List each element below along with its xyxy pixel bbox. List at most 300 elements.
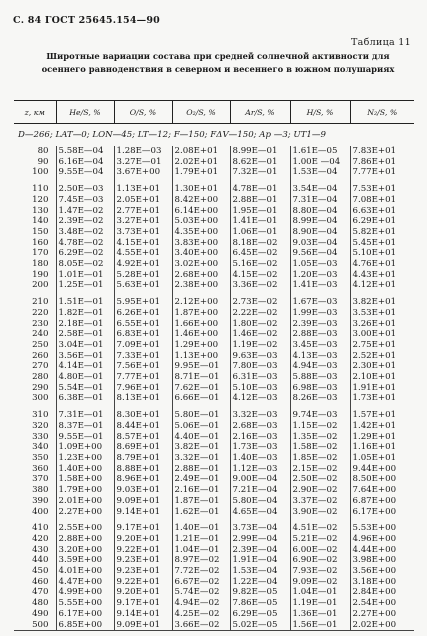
cell-o2: 1.40E—01 xyxy=(172,523,230,534)
table-row xyxy=(14,410,414,421)
cell-n2: 3.98E+00 xyxy=(350,555,414,566)
cell-he: 2.39E—02 xyxy=(56,216,114,227)
cell-altitude: 470 xyxy=(32,587,49,598)
cell-ar: 1.80E—02 xyxy=(230,319,290,330)
conditions-text: D—266; LAT—0; LON—45; LT—12; F—150; FΔV—150; Ap —3; UT1—9 xyxy=(18,129,326,140)
cell-h: 7.31E—04 xyxy=(290,195,350,206)
cell-h: 8.99E—04 xyxy=(290,216,350,227)
table-row xyxy=(14,393,414,404)
cell-h: 1.67E—03 xyxy=(290,297,350,308)
cell-he: 5.58E—04 xyxy=(56,146,114,157)
cell-h: 1.05E—03 xyxy=(290,259,350,270)
cell-altitude: 250 xyxy=(32,339,49,350)
cell-n2: 5.45E+01 xyxy=(350,238,414,249)
cell-n2: 3.82E+01 xyxy=(350,297,414,308)
cell-o2: 3.83E+00 xyxy=(172,238,230,249)
cell-altitude: 330 xyxy=(32,431,49,442)
cell-ar: 1.53E—04 xyxy=(230,566,290,577)
cell-h: 2.39E—03 xyxy=(290,319,350,330)
cell-h: 6.00E—02 xyxy=(290,545,350,556)
cell-ar: 7.32E—01 xyxy=(230,167,290,178)
cell-ar: 4.78E—01 xyxy=(230,184,290,195)
cell-h: 1.00E —04 xyxy=(290,157,350,168)
table-row xyxy=(14,496,414,507)
cell-ar: 4.12E—03 xyxy=(230,393,290,404)
cell-h: 1.15E—02 xyxy=(290,421,350,432)
cell-n2: 2.30E+01 xyxy=(350,361,414,372)
cell-o: 6.83E+01 xyxy=(114,329,172,340)
cell-ar: 2.73E—02 xyxy=(230,297,290,308)
cell-altitude: 490 xyxy=(32,608,49,619)
cell-ar: 1.73E—03 xyxy=(230,442,290,453)
cell-h: 3.37E—02 xyxy=(290,496,350,507)
cell-he: 3.48E—02 xyxy=(56,227,114,238)
cell-altitude: 200 xyxy=(32,280,49,291)
cell-ar: 6.31E—03 xyxy=(230,372,290,383)
cell-he: 2.55E+00 xyxy=(56,523,114,534)
cell-he: 3.20E+00 xyxy=(56,545,114,556)
cell-n2: 3.00E+01 xyxy=(350,329,414,340)
cell-he: 3.59E+00 xyxy=(56,555,114,566)
cell-altitude: 310 xyxy=(32,410,49,421)
table-row xyxy=(14,372,414,383)
cell-h: 8.26E—03 xyxy=(290,393,350,404)
cell-ar: 1.22E—04 xyxy=(230,577,290,588)
cell-altitude: 370 xyxy=(32,474,49,485)
cell-altitude: 210 xyxy=(32,297,49,308)
cell-o: 8.96E+01 xyxy=(114,474,172,485)
cell-o: 8.88E+01 xyxy=(114,464,172,475)
cell-o2: 8.97E—02 xyxy=(172,555,230,566)
cell-ar: 1.12E—03 xyxy=(230,464,290,475)
table-row xyxy=(14,555,414,566)
cell-o: 4.92E+01 xyxy=(114,259,172,270)
cell-o2: 6.67E—02 xyxy=(172,577,230,588)
caption-line: осеннего равноденствия в северном и весеннего в южном полушариях xyxy=(41,64,395,74)
table-row xyxy=(14,566,414,577)
cell-n2: 2.10E+01 xyxy=(350,372,414,383)
cell-ar: 8.18E—02 xyxy=(230,238,290,249)
cell-h: 9.03E—04 xyxy=(290,238,350,249)
cell-ar: 1.19E—02 xyxy=(230,340,290,351)
cell-altitude: 410 xyxy=(32,523,49,534)
cell-n2: 4.44E+00 xyxy=(350,545,414,556)
cell-h: 2.90E—02 xyxy=(290,485,350,496)
cell-h: 2.15E—02 xyxy=(290,464,350,475)
cell-o: 9.14E+01 xyxy=(114,507,172,518)
cell-n2: 7.83E+01 xyxy=(350,146,414,157)
cell-altitude: 110 xyxy=(32,184,49,195)
cell-h: 1.53E—04 xyxy=(290,167,350,178)
cell-o2: 8.42E+00 xyxy=(172,195,230,206)
cell-he: 2.01E+00 xyxy=(56,496,114,507)
cell-o2: 1.29E+00 xyxy=(172,340,230,351)
cell-ar: 1.06E—01 xyxy=(230,227,290,238)
cell-altitude: 240 xyxy=(32,329,49,340)
cell-altitude: 180 xyxy=(32,259,49,270)
cell-he: 6.85E+00 xyxy=(56,620,114,631)
cell-altitude: 390 xyxy=(32,495,49,506)
cell-o2: 3.40E+00 xyxy=(172,248,230,259)
cell-ar: 2.22E—02 xyxy=(230,308,290,319)
cell-o2: 7.62E—01 xyxy=(172,383,230,394)
cell-n2: 7.64E+00 xyxy=(350,485,414,496)
cell-n2: 7.77E+01 xyxy=(350,167,414,178)
cell-n2: 3.26E+01 xyxy=(350,319,414,330)
cell-h: 8.90E—04 xyxy=(290,227,350,238)
cell-he: 4.01E+00 xyxy=(56,566,114,577)
cell-o2: 8.71E—01 xyxy=(172,372,230,383)
cell-o: 8.30E+01 xyxy=(114,410,172,421)
cell-he: 1.01E—01 xyxy=(56,270,114,281)
cell-ar: 3.36E—02 xyxy=(230,280,290,291)
column-header-ar: Ar/S, % xyxy=(230,101,290,124)
table-row xyxy=(14,308,414,319)
table-row xyxy=(14,598,414,609)
cell-he: 2.58E—01 xyxy=(56,329,114,340)
cell-n2: 3.18E+00 xyxy=(350,577,414,588)
cell-o2: 3.66E—02 xyxy=(172,620,230,631)
cell-o: 9.20E+01 xyxy=(114,534,172,545)
cell-n2: 2.75E+01 xyxy=(350,340,414,351)
cell-o2: 1.62E—01 xyxy=(172,507,230,518)
cell-altitude: 130 xyxy=(32,205,49,216)
cell-h: 3.90E—02 xyxy=(290,507,350,518)
cell-he: 1.58E+00 xyxy=(56,474,114,485)
cell-o: 9.20E+01 xyxy=(114,587,172,598)
cell-o2: 9.95E—01 xyxy=(172,361,230,372)
cell-o2: 2.49E—01 xyxy=(172,474,230,485)
cell-n2: 1.57E+01 xyxy=(350,410,414,421)
cell-altitude: 500 xyxy=(14,620,56,631)
composition-table xyxy=(14,100,414,631)
cell-h: 1.19E—01 xyxy=(290,598,350,609)
cell-he: 2.27E+00 xyxy=(56,507,114,518)
cell-o: 5.95E+01 xyxy=(114,297,172,308)
cell-n2: 6.29E+01 xyxy=(350,216,414,227)
cell-o2: 1.46E+00 xyxy=(172,329,230,340)
cell-h: 2.88E—03 xyxy=(290,329,350,340)
cell-he: 1.51E—01 xyxy=(56,297,114,308)
cell-n2: 5.53E+00 xyxy=(350,523,414,534)
table-row xyxy=(14,609,414,620)
cell-altitude: 80 xyxy=(37,146,49,156)
table-caption xyxy=(30,50,406,76)
cell-n2: 6.63E+01 xyxy=(350,206,414,217)
cell-h: 6.90E—02 xyxy=(290,555,350,566)
cell-ar: 5.10E—03 xyxy=(230,383,290,394)
cell-ar: 9.63E—03 xyxy=(230,351,290,362)
cell-altitude: 320 xyxy=(32,420,49,431)
cell-ar: 7.80E—03 xyxy=(230,361,290,372)
cell-o: 9.14E+01 xyxy=(114,609,172,620)
cell-altitude: 430 xyxy=(32,544,49,555)
cell-o: 9.03E+01 xyxy=(114,485,172,496)
cell-altitude: 460 xyxy=(32,576,49,587)
cell-ar: 1.40E—03 xyxy=(230,453,290,464)
table-row xyxy=(14,146,414,157)
table-row xyxy=(14,534,414,545)
cell-he: 4.78E—02 xyxy=(56,238,114,249)
cell-he: 9.55E—04 xyxy=(56,167,114,178)
cell-n2: 2.52E+01 xyxy=(350,351,414,362)
column-header-o: O/S, % xyxy=(114,101,172,124)
cell-he: 8.05E—02 xyxy=(56,259,114,270)
page-header: С. 84 ГОСТ 25645.154—90 xyxy=(13,15,160,26)
cell-ar: 7.86E—05 xyxy=(230,598,290,609)
cell-o: 8.69E+01 xyxy=(114,442,172,453)
cell-h: 1.41E—03 xyxy=(290,280,350,291)
cell-h: 1.99E—03 xyxy=(290,308,350,319)
cell-o2: 1.30E+01 xyxy=(172,184,230,195)
cell-o: 3.27E—01 xyxy=(114,157,172,168)
cell-o: 8.79E+01 xyxy=(114,453,172,464)
cell-n2: 2.27E+00 xyxy=(350,609,414,620)
conditions-row xyxy=(14,124,414,147)
cell-h: 9.09E—02 xyxy=(290,577,350,588)
table-row xyxy=(14,464,414,475)
cell-o: 9.23E+01 xyxy=(114,555,172,566)
cell-o: 3.67E+00 xyxy=(114,167,172,178)
cell-h: 1.04E—01 xyxy=(290,587,350,598)
cell-he: 3.56E—01 xyxy=(56,351,114,362)
cell-altitude: 100 xyxy=(32,167,49,178)
cell-he: 1.79E+00 xyxy=(56,485,114,496)
cell-he: 6.29E—02 xyxy=(56,248,114,259)
cell-ar: 2.68E—03 xyxy=(230,421,290,432)
cell-ar: 2.88E—01 xyxy=(230,195,290,206)
cell-h: 1.61E—05 xyxy=(290,146,350,157)
cell-o: 2.05E+01 xyxy=(114,195,172,206)
cell-o2: 2.68E+00 xyxy=(172,270,230,281)
column-header-altitude: z, км xyxy=(14,101,56,124)
table-row xyxy=(14,340,414,351)
cell-h: 8.80E—04 xyxy=(290,206,350,217)
cell-o: 8.13E+01 xyxy=(114,393,172,404)
cell-o: 4.15E+01 xyxy=(114,238,172,249)
cell-he: 8.37E—01 xyxy=(56,421,114,432)
cell-o: 6.55E+01 xyxy=(114,319,172,330)
cell-he: 7.31E—01 xyxy=(56,410,114,421)
cell-h: 5.88E—03 xyxy=(290,372,350,383)
cell-n2: 1.05E+01 xyxy=(350,453,414,464)
cell-altitude: 300 xyxy=(32,393,49,404)
cell-o2: 1.87E—01 xyxy=(172,496,230,507)
cell-altitude: 420 xyxy=(32,533,49,544)
cell-altitude: 170 xyxy=(32,248,49,259)
cell-he: 5.54E—01 xyxy=(56,383,114,394)
cell-o2: 3.82E—01 xyxy=(172,442,230,453)
table-row xyxy=(14,227,414,238)
cell-o: 9.17E+01 xyxy=(114,598,172,609)
table-row xyxy=(14,485,414,496)
cell-altitude: 260 xyxy=(32,350,49,361)
cell-n2: 1.73E+01 xyxy=(350,393,414,404)
cell-h: 3.54E—04 xyxy=(290,184,350,195)
table-row xyxy=(14,157,414,168)
cell-o2: 2.12E+00 xyxy=(172,297,230,308)
cell-altitude: 340 xyxy=(32,442,49,453)
cell-h: 1.20E—03 xyxy=(290,270,350,281)
cell-altitude: 380 xyxy=(32,485,49,496)
cell-n2: 7.86E+01 xyxy=(350,157,414,168)
cell-n2: 2.02E+00 xyxy=(350,620,414,631)
cell-ar: 6.29E—05 xyxy=(230,609,290,620)
cell-ar: 1.46E—02 xyxy=(230,329,290,340)
cell-o2: 2.38E+00 xyxy=(172,280,230,291)
cell-ar: 3.32E—03 xyxy=(230,410,290,421)
cell-o: 9.09E+01 xyxy=(114,620,172,631)
cell-o2: 2.02E+01 xyxy=(172,157,230,168)
cell-o: 4.55E+01 xyxy=(114,248,172,259)
cell-o2: 3.02E+00 xyxy=(172,259,230,270)
cell-ar: 9.00E—04 xyxy=(230,474,290,485)
cell-altitude: 140 xyxy=(32,216,49,227)
cell-o: 5.28E+01 xyxy=(114,270,172,281)
cell-he: 3.04E—01 xyxy=(56,340,114,351)
cell-h: 1.56E—01 xyxy=(290,620,350,631)
cell-n2: 4.12E+01 xyxy=(350,280,414,291)
cell-n2: 4.96E+00 xyxy=(350,534,414,545)
cell-o2: 7.72E—02 xyxy=(172,566,230,577)
cell-ar: 8.62E—01 xyxy=(230,157,290,168)
cell-he: 4.99E+00 xyxy=(56,587,114,598)
cell-ar: 2.16E—03 xyxy=(230,432,290,443)
cell-altitude: 270 xyxy=(32,361,49,372)
cell-h: 9.56E—04 xyxy=(290,248,350,259)
cell-altitude: 480 xyxy=(32,598,49,609)
cell-he: 6.16E—04 xyxy=(56,157,114,168)
cell-ar: 2.99E—04 xyxy=(230,534,290,545)
table-row xyxy=(14,442,414,453)
cell-o2: 1.04E—01 xyxy=(172,545,230,556)
cell-o: 9.22E+01 xyxy=(114,577,172,588)
cell-altitude: 450 xyxy=(32,566,49,577)
cell-he: 4.80E—01 xyxy=(56,372,114,383)
table-row xyxy=(14,507,414,518)
caption-line: Широтные вариации состава при средней солнечной активности для xyxy=(46,51,390,61)
cell-altitude: 120 xyxy=(32,194,49,205)
cell-o2: 5.03E+00 xyxy=(172,216,230,227)
cell-o2: 6.66E—01 xyxy=(172,393,230,404)
cell-o: 3.73E+01 xyxy=(114,227,172,238)
cell-ar: 4.15E—02 xyxy=(230,270,290,281)
cell-n2: 4.43E+01 xyxy=(350,270,414,281)
cell-altitude: 290 xyxy=(32,382,49,393)
column-header-he: He/S, % xyxy=(56,101,114,124)
cell-he: 1.23E+00 xyxy=(56,453,114,464)
cell-n2: 1.42E+01 xyxy=(350,421,414,432)
cell-o: 8.57E+01 xyxy=(114,432,172,443)
table-row xyxy=(14,545,414,556)
table-row xyxy=(14,248,414,259)
table-label: Таблица 11 xyxy=(351,37,411,48)
column-header-h: H/S, % xyxy=(290,101,350,124)
cell-h: 6.98E—03 xyxy=(290,383,350,394)
cell-he: 9.55E—01 xyxy=(56,432,114,443)
cell-o: 5.63E+01 xyxy=(114,280,172,291)
cell-o: 1.13E+01 xyxy=(114,184,172,195)
table-row xyxy=(14,270,414,281)
cell-h: 4.51E—02 xyxy=(290,523,350,534)
table-row xyxy=(14,216,414,227)
cell-he: 5.55E+00 xyxy=(56,598,114,609)
cell-n2: 2.84E+00 xyxy=(350,587,414,598)
table-row xyxy=(14,351,414,362)
cell-o: 9.17E+01 xyxy=(114,523,172,534)
cell-o: 9.22E+01 xyxy=(114,545,172,556)
cell-o2: 1.66E+00 xyxy=(172,319,230,330)
cell-o2: 4.35E+00 xyxy=(172,227,230,238)
cell-he: 6.17E+00 xyxy=(56,609,114,620)
table-row xyxy=(14,383,414,394)
cell-altitude: 350 xyxy=(32,452,49,463)
cell-he: 2.88E+00 xyxy=(56,534,114,545)
cell-altitude: 190 xyxy=(32,269,49,280)
table-row xyxy=(14,259,414,270)
table-row xyxy=(14,523,414,534)
cell-o2: 5.06E—01 xyxy=(172,421,230,432)
cell-ar: 3.73E—04 xyxy=(230,523,290,534)
cell-altitude: 440 xyxy=(32,555,49,566)
cell-o: 9.23E+01 xyxy=(114,566,172,577)
table-row xyxy=(14,297,414,308)
cell-h: 4.94E—03 xyxy=(290,361,350,372)
cell-ar: 1.95E—01 xyxy=(230,206,290,217)
cell-h: 1.85E—02 xyxy=(290,453,350,464)
cell-o2: 2.88E—01 xyxy=(172,464,230,475)
cell-h: 1.35E—02 xyxy=(290,432,350,443)
cell-altitude: 280 xyxy=(32,372,49,383)
cell-he: 1.47E—02 xyxy=(56,206,114,217)
cell-ar: 5.16E—02 xyxy=(230,259,290,270)
cell-o: 7.09E+01 xyxy=(114,340,172,351)
cell-o2: 1.87E+00 xyxy=(172,308,230,319)
cell-ar: 6.45E—02 xyxy=(230,248,290,259)
table-row xyxy=(14,577,414,588)
cell-h: 4.13E—03 xyxy=(290,351,350,362)
cell-altitude: 90 xyxy=(37,156,49,167)
table-row xyxy=(14,453,414,464)
cell-he: 1.40E+00 xyxy=(56,464,114,475)
cell-he: 1.82E—01 xyxy=(56,308,114,319)
cell-n2: 1.91E+01 xyxy=(350,383,414,394)
cell-o: 7.77E+01 xyxy=(114,372,172,383)
cell-he: 6.38E—01 xyxy=(56,393,114,404)
cell-altitude: 160 xyxy=(32,237,49,248)
cell-h: 7.93E—02 xyxy=(290,566,350,577)
cell-o: 7.96E+01 xyxy=(114,383,172,394)
cell-o2: 1.13E+00 xyxy=(172,351,230,362)
cell-o2: 3.32E—01 xyxy=(172,453,230,464)
table-row xyxy=(14,195,414,206)
cell-altitude: 400 xyxy=(32,506,49,517)
cell-o2: 4.40E—01 xyxy=(172,432,230,443)
cell-ar: 2.39E—04 xyxy=(230,545,290,556)
cell-n2: 1.29E+01 xyxy=(350,432,414,443)
cell-o2: 6.14E+00 xyxy=(172,206,230,217)
cell-ar: 9.82E—05 xyxy=(230,587,290,598)
cell-n2: 3.53E+01 xyxy=(350,308,414,319)
cell-n2: 8.50E+00 xyxy=(350,474,414,485)
table-row xyxy=(14,432,414,443)
cell-n2: 6.87E+00 xyxy=(350,496,414,507)
cell-o2: 5.74E—02 xyxy=(172,587,230,598)
cell-altitude: 230 xyxy=(32,318,49,329)
cell-he: 1.25E—01 xyxy=(56,280,114,291)
cell-n2: 1.16E+01 xyxy=(350,442,414,453)
cell-o: 7.33E+01 xyxy=(114,351,172,362)
